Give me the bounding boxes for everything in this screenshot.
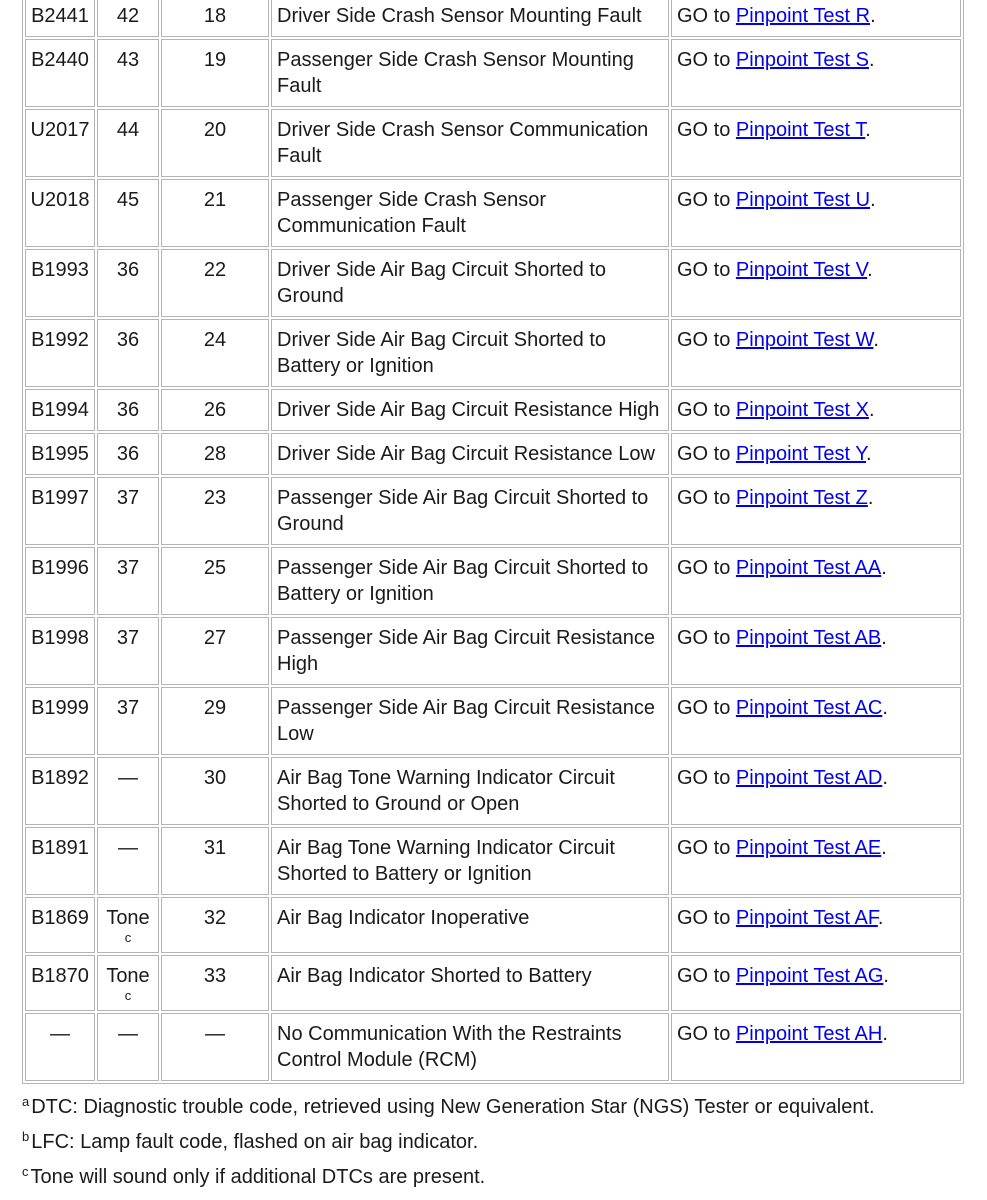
lfc-value: 37 bbox=[116, 557, 140, 579]
action-cell bbox=[671, 827, 961, 895]
lfc-value: 44 bbox=[116, 119, 140, 141]
action-prefix: GO to bbox=[677, 189, 731, 211]
description-cell: Air Bag Indicator Inoperative bbox=[271, 897, 669, 953]
action-cell bbox=[671, 319, 961, 387]
table-row bbox=[25, 827, 961, 895]
footnote bbox=[22, 1087, 875, 1122]
footnote bbox=[22, 1157, 875, 1192]
dtc-code-cell: B2440 bbox=[25, 39, 95, 107]
code-number-cell: 28 bbox=[161, 433, 269, 475]
table-row bbox=[25, 0, 961, 37]
code-number-cell: 30 bbox=[161, 757, 269, 825]
action-cell bbox=[671, 687, 961, 755]
pinpoint-test-link[interactable]: Pinpoint Test AH bbox=[735, 1023, 883, 1045]
description-cell: Driver Side Crash Sensor Communication Fault bbox=[271, 109, 669, 177]
pinpoint-test-link[interactable]: Pinpoint Test Y bbox=[735, 443, 867, 465]
dtc-code-cell: B2441 bbox=[25, 0, 95, 37]
action-prefix: GO to bbox=[677, 487, 731, 509]
dtc-code-cell: B1869 bbox=[25, 897, 95, 953]
table-row bbox=[25, 617, 961, 685]
action-cell bbox=[671, 389, 961, 431]
dtc-code-cell: B1993 bbox=[25, 249, 95, 317]
action-cell bbox=[671, 757, 961, 825]
code-number-cell: 19 bbox=[161, 39, 269, 107]
lfc-cell bbox=[97, 1013, 159, 1081]
pinpoint-test-link[interactable]: Pinpoint Test Z bbox=[735, 487, 868, 509]
lfc-cell bbox=[97, 179, 159, 247]
dtc-code-cell: B1998 bbox=[25, 617, 95, 685]
footnote-text: Tone will sound only if additional DTCs are present. bbox=[30, 1166, 486, 1188]
action-cell bbox=[671, 1013, 961, 1081]
action-suffix: . bbox=[865, 119, 871, 141]
description-cell: Air Bag Tone Warning Indicator Circuit Shorted to Battery or Ignition bbox=[271, 827, 669, 895]
code-number-cell: 20 bbox=[161, 109, 269, 177]
code-number-cell: 24 bbox=[161, 319, 269, 387]
lfc-value: 36 bbox=[116, 329, 140, 351]
code-number-cell: 31 bbox=[161, 827, 269, 895]
description-cell: Driver Side Air Bag Circuit Shorted to Battery or Ignition bbox=[271, 319, 669, 387]
footnote-text: LFC: Lamp fault code, flashed on air bag indicator. bbox=[31, 1131, 479, 1153]
table-row bbox=[25, 109, 961, 177]
action-prefix: GO to bbox=[677, 767, 731, 789]
action-cell bbox=[671, 617, 961, 685]
code-number-cell: 27 bbox=[161, 617, 269, 685]
footnote-mark: a bbox=[22, 1094, 30, 1109]
pinpoint-test-link[interactable]: Pinpoint Test U bbox=[735, 189, 871, 211]
action-cell bbox=[671, 897, 961, 953]
lfc-cell bbox=[97, 319, 159, 387]
dtc-code-cell: B1999 bbox=[25, 687, 95, 755]
code-number-cell: 25 bbox=[161, 547, 269, 615]
action-suffix: . bbox=[881, 627, 887, 649]
pinpoint-test-link[interactable]: Pinpoint Test AA bbox=[735, 557, 882, 579]
lfc-value: — bbox=[118, 1023, 138, 1045]
action-suffix: . bbox=[881, 837, 887, 859]
table-row bbox=[25, 249, 961, 317]
dtc-code-cell: B1997 bbox=[25, 477, 95, 545]
table-row bbox=[25, 897, 961, 953]
description-cell: Passenger Side Air Bag Circuit Resistance Low bbox=[271, 687, 669, 755]
action-cell bbox=[671, 249, 961, 317]
lfc-cell bbox=[97, 0, 159, 37]
lfc-value: 42 bbox=[116, 5, 140, 27]
action-cell bbox=[671, 39, 961, 107]
pinpoint-test-link[interactable]: Pinpoint Test AD bbox=[735, 767, 883, 789]
dtc-code-cell: B1870 bbox=[25, 955, 95, 1011]
pinpoint-test-link[interactable]: Pinpoint Test W bbox=[735, 329, 874, 351]
description-cell: Passenger Side Air Bag Circuit Resistance High bbox=[271, 617, 669, 685]
table-row bbox=[25, 1013, 961, 1081]
lfc-value: Tone bbox=[106, 907, 150, 929]
action-prefix: GO to bbox=[677, 119, 731, 141]
dtc-table bbox=[22, 0, 964, 1084]
lfc-cell bbox=[97, 687, 159, 755]
action-prefix: GO to bbox=[677, 837, 731, 859]
action-prefix: GO to bbox=[677, 399, 731, 421]
lfc-cell bbox=[97, 109, 159, 177]
footnote-mark: c bbox=[22, 1164, 29, 1179]
pinpoint-test-link[interactable]: Pinpoint Test T bbox=[735, 119, 866, 141]
action-cell bbox=[671, 433, 961, 475]
dtc-code-cell: B1992 bbox=[25, 319, 95, 387]
lfc-cell bbox=[97, 827, 159, 895]
action-suffix: . bbox=[882, 1023, 888, 1045]
pinpoint-test-link[interactable]: Pinpoint Test AF bbox=[735, 907, 878, 929]
footnote-mark: b bbox=[22, 1129, 30, 1144]
code-number-cell: 26 bbox=[161, 389, 269, 431]
dtc-code-cell: U2018 bbox=[25, 179, 95, 247]
pinpoint-test-link[interactable]: Pinpoint Test AB bbox=[735, 627, 882, 649]
action-cell bbox=[671, 109, 961, 177]
table-row bbox=[25, 39, 961, 107]
dtc-code-cell: B1994 bbox=[25, 389, 95, 431]
action-cell bbox=[671, 0, 961, 37]
action-suffix: . bbox=[866, 443, 872, 465]
action-prefix: GO to bbox=[677, 907, 731, 929]
pinpoint-test-link[interactable]: Pinpoint Test AG bbox=[735, 965, 884, 987]
action-prefix: GO to bbox=[677, 5, 731, 27]
table-row bbox=[25, 433, 961, 475]
footnote-marker: c bbox=[124, 988, 132, 1003]
action-suffix: . bbox=[877, 907, 884, 929]
action-suffix: . bbox=[883, 965, 889, 987]
description-cell: Passenger Side Crash Sensor Communication Fault bbox=[271, 179, 669, 247]
pinpoint-test-link[interactable]: Pinpoint Test AC bbox=[735, 697, 883, 719]
code-number-cell: 23 bbox=[161, 477, 269, 545]
action-prefix: GO to bbox=[677, 329, 731, 351]
action-cell bbox=[671, 477, 961, 545]
lfc-value: — bbox=[118, 837, 138, 859]
lfc-value: 37 bbox=[116, 627, 140, 649]
table-row bbox=[25, 757, 961, 825]
dtc-code-cell: B1892 bbox=[25, 757, 95, 825]
action-suffix: . bbox=[881, 557, 887, 579]
description-cell: Air Bag Tone Warning Indicator Circuit Shorted to Ground or Open bbox=[271, 757, 669, 825]
dtc-code-cell: U2017 bbox=[25, 109, 95, 177]
pinpoint-test-link[interactable]: Pinpoint Test V bbox=[735, 259, 868, 281]
description-cell: No Communication With the Restraints Control Module (RCM) bbox=[271, 1013, 669, 1081]
pinpoint-test-link[interactable]: Pinpoint Test X bbox=[735, 399, 869, 421]
action-cell bbox=[671, 547, 961, 615]
description-cell: Driver Side Air Bag Circuit Resistance High bbox=[271, 389, 669, 431]
action-suffix: . bbox=[867, 259, 873, 281]
action-suffix: . bbox=[870, 5, 876, 27]
footnote-text: DTC: Diagnostic trouble code, retrieved using New Generation Star (NGS) Tester or equivalent. bbox=[31, 1096, 875, 1118]
action-suffix: . bbox=[868, 49, 875, 71]
code-number-cell: 18 bbox=[161, 0, 269, 37]
lfc-value: 43 bbox=[116, 49, 140, 71]
pinpoint-test-link[interactable]: Pinpoint Test S bbox=[735, 49, 869, 71]
dtc-code-cell: — bbox=[25, 1013, 95, 1081]
lfc-value: 37 bbox=[116, 487, 140, 509]
lfc-cell bbox=[97, 617, 159, 685]
lfc-value: 36 bbox=[116, 399, 140, 421]
lfc-value: Tone bbox=[106, 965, 150, 987]
action-suffix: . bbox=[868, 399, 875, 421]
action-suffix: . bbox=[873, 329, 879, 351]
code-number-cell: 32 bbox=[161, 897, 269, 953]
lfc-cell bbox=[97, 249, 159, 317]
table-row bbox=[25, 687, 961, 755]
lfc-cell bbox=[97, 757, 159, 825]
action-prefix: GO to bbox=[677, 1023, 731, 1045]
description-cell: Passenger Side Air Bag Circuit Shorted to Battery or Ignition bbox=[271, 547, 669, 615]
footnote bbox=[22, 1122, 875, 1157]
dtc-code-cell: B1996 bbox=[25, 547, 95, 615]
lfc-cell bbox=[97, 955, 159, 1011]
action-cell bbox=[671, 955, 961, 1011]
table-row bbox=[25, 477, 961, 545]
code-number-cell: — bbox=[161, 1013, 269, 1081]
table-row bbox=[25, 389, 961, 431]
action-suffix: . bbox=[867, 487, 874, 509]
description-cell: Driver Side Air Bag Circuit Shorted to Ground bbox=[271, 249, 669, 317]
code-number-cell: 22 bbox=[161, 249, 269, 317]
action-prefix: GO to bbox=[677, 697, 731, 719]
action-prefix: GO to bbox=[677, 259, 731, 281]
description-cell: Passenger Side Crash Sensor Mounting Fault bbox=[271, 39, 669, 107]
lfc-value: 36 bbox=[116, 259, 140, 281]
footnote-marker: c bbox=[124, 930, 132, 945]
description-cell: Driver Side Crash Sensor Mounting Fault bbox=[271, 0, 669, 37]
footnotes bbox=[22, 1087, 875, 1192]
lfc-cell bbox=[97, 477, 159, 545]
action-prefix: GO to bbox=[677, 965, 731, 987]
lfc-cell bbox=[97, 897, 159, 953]
dtc-table-body bbox=[25, 0, 961, 1081]
action-suffix: . bbox=[882, 697, 888, 719]
description-cell: Driver Side Air Bag Circuit Resistance Low bbox=[271, 433, 669, 475]
lfc-cell bbox=[97, 433, 159, 475]
lfc-value: 45 bbox=[116, 189, 140, 211]
code-number-cell: 29 bbox=[161, 687, 269, 755]
dtc-code-cell: B1995 bbox=[25, 433, 95, 475]
action-suffix: . bbox=[882, 767, 888, 789]
action-suffix: . bbox=[870, 189, 876, 211]
description-cell: Passenger Side Air Bag Circuit Shorted to Ground bbox=[271, 477, 669, 545]
action-cell bbox=[671, 179, 961, 247]
table-row bbox=[25, 319, 961, 387]
pinpoint-test-link[interactable]: Pinpoint Test AE bbox=[735, 837, 882, 859]
table-row bbox=[25, 179, 961, 247]
action-prefix: GO to bbox=[677, 557, 731, 579]
description-cell: Air Bag Indicator Shorted to Battery bbox=[271, 955, 669, 1011]
code-number-cell: 21 bbox=[161, 179, 269, 247]
action-prefix: GO to bbox=[677, 443, 731, 465]
dtc-code-cell: B1891 bbox=[25, 827, 95, 895]
pinpoint-test-link[interactable]: Pinpoint Test R bbox=[735, 5, 871, 27]
lfc-value: 37 bbox=[116, 697, 140, 719]
lfc-cell bbox=[97, 39, 159, 107]
lfc-value: — bbox=[118, 767, 138, 789]
lfc-value: 36 bbox=[116, 443, 140, 465]
table-row bbox=[25, 547, 961, 615]
action-prefix: GO to bbox=[677, 49, 731, 71]
lfc-cell bbox=[97, 547, 159, 615]
table-row bbox=[25, 955, 961, 1011]
lfc-cell bbox=[97, 389, 159, 431]
code-number-cell: 33 bbox=[161, 955, 269, 1011]
action-prefix: GO to bbox=[677, 627, 731, 649]
